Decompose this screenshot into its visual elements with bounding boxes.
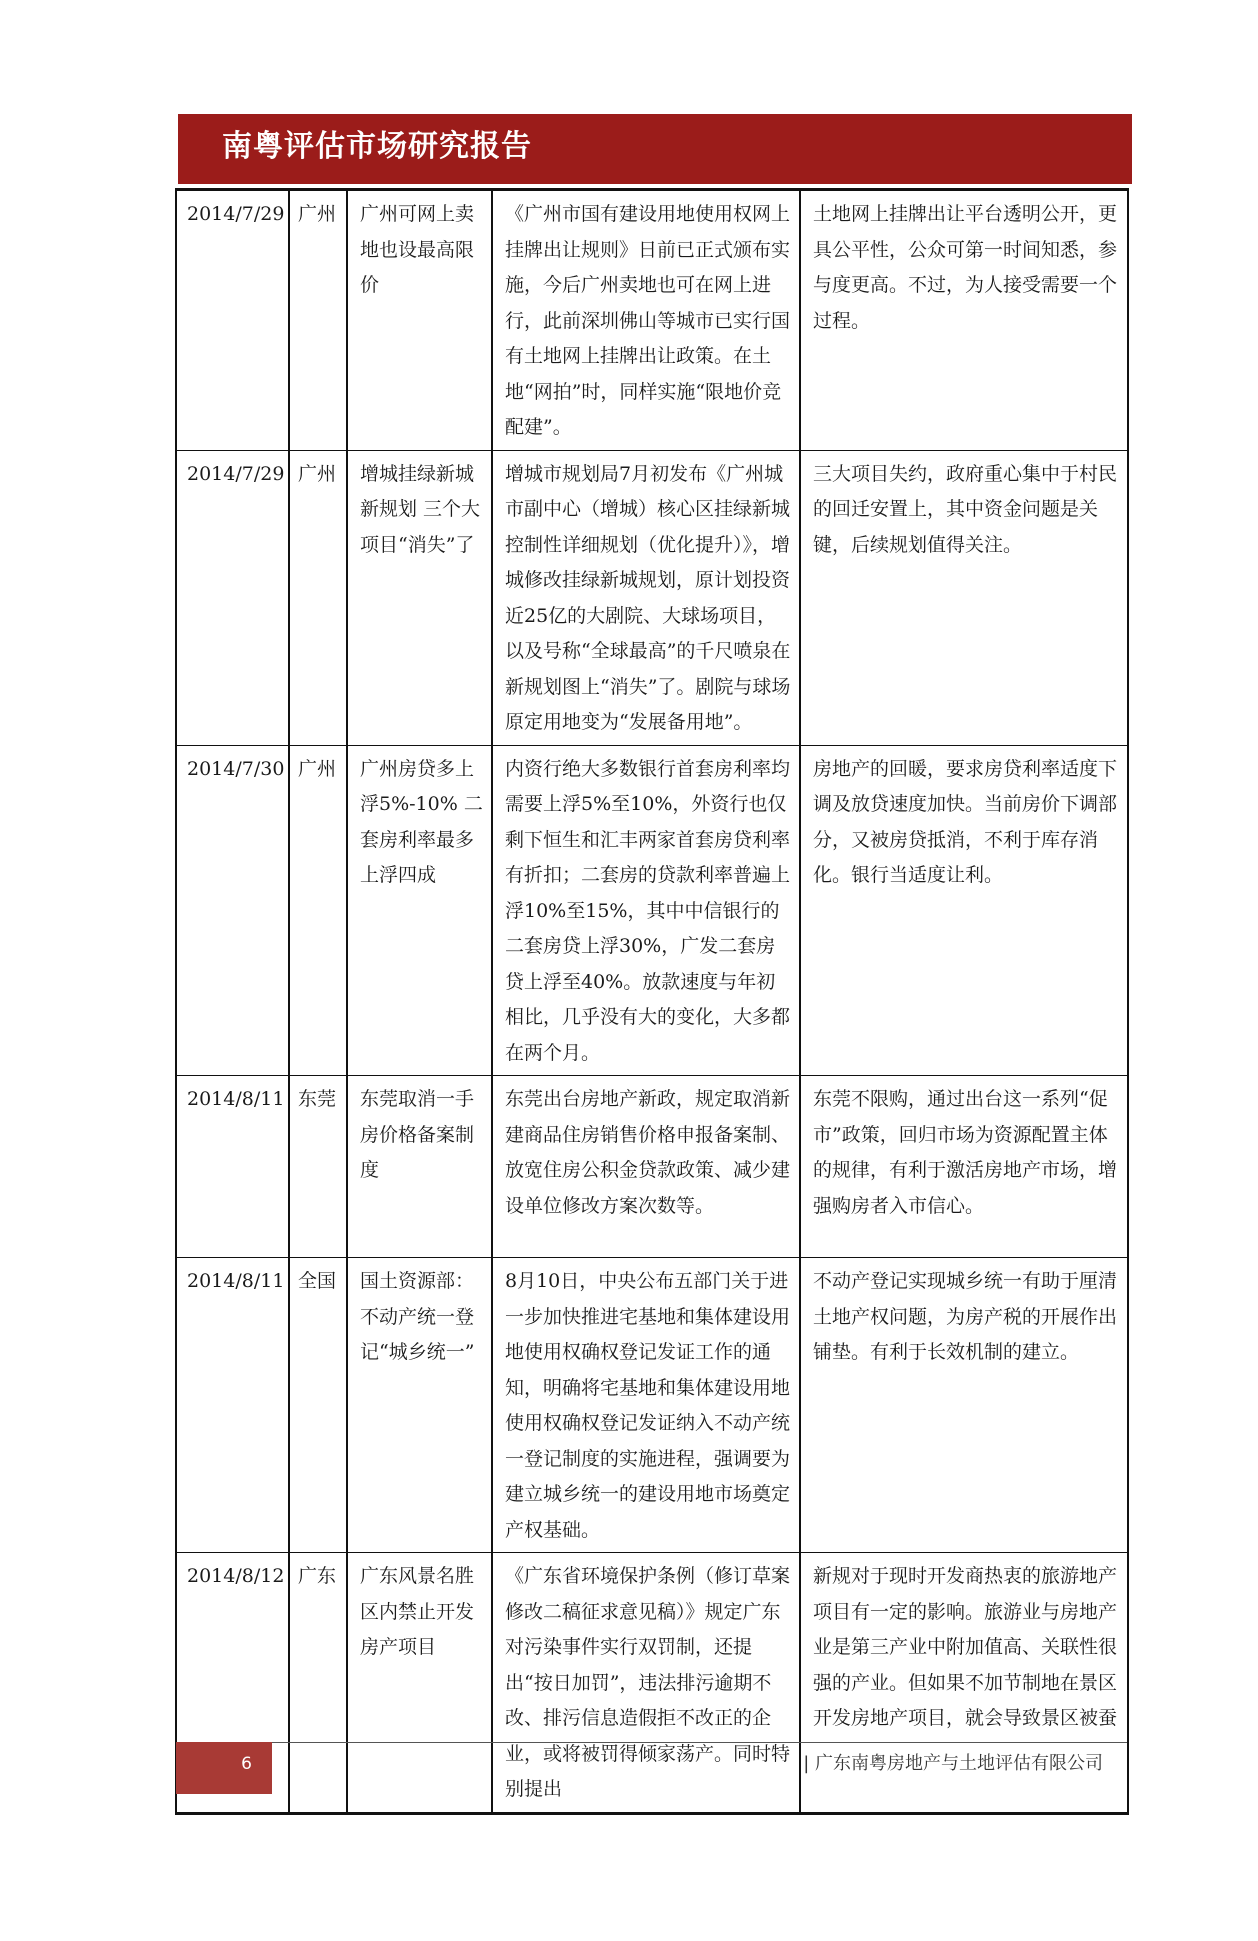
news-table bbox=[175, 188, 1129, 1815]
cell-title: 广东风景名胜区内禁止开发房产项目 bbox=[347, 1553, 492, 1814]
page-number: 6 bbox=[241, 1754, 252, 1774]
cell-region: 全国 bbox=[289, 1258, 347, 1553]
cell-date: 2014/8/11 bbox=[176, 1258, 289, 1553]
cell-comment: 东莞不限购，通过出台这一系列“促市”政策，回归市场为资源配置主体的规律，有利于激活房地产市场，增强购房者入市信心。 bbox=[800, 1076, 1128, 1258]
cell-date: 2014/7/30 bbox=[176, 745, 289, 1076]
cell-title: 东莞取消一手房价格备案制度 bbox=[347, 1076, 492, 1258]
cell-title: 广州可网上卖地也设最高限价 bbox=[347, 190, 492, 451]
table-row bbox=[176, 745, 1128, 1076]
footer-company-name: | 广东南粤房地产与土地评估有限公司 bbox=[803, 1753, 1103, 1774]
cell-comment: 房地产的回暖，要求房贷利率适度下调及放贷速度加快。当前房价下调部分，又被房贷抵消，不利于库存消化。银行当适度让利。 bbox=[800, 745, 1128, 1076]
cell-region: 广州 bbox=[289, 450, 347, 745]
cell-content: 《广东省环境保护条例（修订草案修改二稿征求意见稿）》规定广东对污染事件实行双罚制，还提出“按日加罚”，违法排污逾期不改、排污信息造假拒不改正的企业，或将被罚得倾家荡产。同时特别提出 bbox=[492, 1553, 800, 1814]
cell-content: 8月10日，中央公布五部门关于进一步加快推进宅基地和集体建设用地使用权确权登记发证工作的通知，明确将宅基地和集体建设用地使用权确权登记发证纳入不动产统一登记制度的实施进程，强调要为建立城乡统一的建设用地市场奠定产权基础。 bbox=[492, 1258, 800, 1553]
cell-region: 东莞 bbox=[289, 1076, 347, 1258]
cell-title: 国土资源部：不动产统一登记“城乡统一” bbox=[347, 1258, 492, 1553]
table-row bbox=[176, 1258, 1128, 1553]
footer-divider bbox=[272, 1742, 1127, 1743]
table-row bbox=[176, 450, 1128, 745]
cell-date: 2014/8/11 bbox=[176, 1076, 289, 1258]
cell-comment: 新规对于现时开发商热衷的旅游地产项目有一定的影响。旅游业与房地产业是第三产业中附加值高、关联性很强的产业。但如果不加节制地在景区开发房地产项目，就会导致景区被蚕 bbox=[800, 1553, 1128, 1814]
table-row bbox=[176, 1076, 1128, 1258]
table-row bbox=[176, 190, 1128, 451]
cell-content: 东莞出台房地产新政，规定取消新建商品住房销售价格申报备案制、放宽住房公积金贷款政策、减少建设单位修改方案次数等。 bbox=[492, 1076, 800, 1258]
cell-region: 广州 bbox=[289, 190, 347, 451]
report-title: 南粤评估市场研究报告 bbox=[222, 129, 532, 164]
cell-content: 增城市规划局7月初发布《广州城市副中心（增城）核心区挂绿新城控制性详细规划（优化提升）》，增城修改挂绿新城规划，原计划投资近25亿的大剧院、大球场项目，以及号称“全球最高”的千尺喷泉在新规划图上“消失”了。剧院与球场原定用地变为“发展备用地”。 bbox=[492, 450, 800, 745]
cell-comment: 不动产登记实现城乡统一有助于厘清土地产权问题，为房产税的开展作出铺垫。有利于长效机制的建立。 bbox=[800, 1258, 1128, 1553]
cell-region: 广州 bbox=[289, 745, 347, 1076]
cell-title: 增城挂绿新城新规划 三个大项目“消失”了 bbox=[347, 450, 492, 745]
cell-content: 《广州市国有建设用地使用权网上挂牌出让规则》日前已正式颁布实施，今后广州卖地也可在网上进行，此前深圳佛山等城市已实行国有土地网上挂牌出让政策。在土地“网拍”时，同样实施“限地价竞配建”。 bbox=[492, 190, 800, 451]
cell-date: 2014/7/29 bbox=[176, 190, 289, 451]
cell-comment: 土地网上挂牌出让平台透明公开，更具公平性，公众可第一时间知悉，参与度更高。不过，为人接受需要一个过程。 bbox=[800, 190, 1128, 451]
cell-title: 广州房贷多上浮5%-10% 二套房利率最多上浮四成 bbox=[347, 745, 492, 1076]
cell-region: 广东 bbox=[289, 1553, 347, 1814]
cell-date: 2014/7/29 bbox=[176, 450, 289, 745]
cell-comment: 三大项目失约，政府重心集中于村民的回迁安置上，其中资金问题是关键，后续规划值得关注。 bbox=[800, 450, 1128, 745]
cell-content: 内资行绝大多数银行首套房利率均需要上浮5%至10%，外资行也仅剩下恒生和汇丰两家首套房贷利率有折扣；二套房的贷款利率普遍上浮10%至15%，其中中信银行的二套房贷上浮30%，广发二套房贷上浮至40%。放款速度与年初相比，几乎没有大的变化，大多都在两个月。 bbox=[492, 745, 800, 1076]
cell-date: 2014/8/12 bbox=[176, 1553, 289, 1814]
